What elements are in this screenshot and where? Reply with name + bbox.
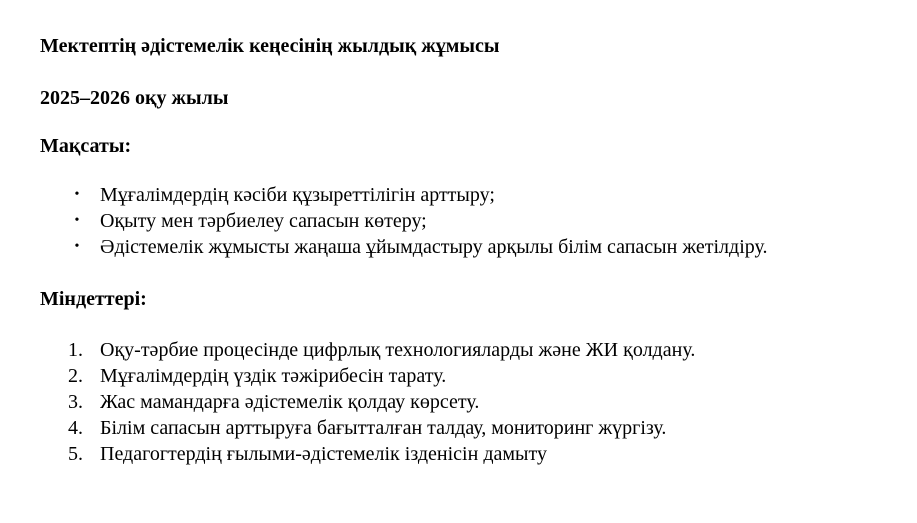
bullet-icon: • [74, 213, 80, 228]
document-title: Мектептің әдістемелік кеңесінің жылдық жұмысы [40, 35, 500, 57]
task-number: 1. [68, 339, 83, 361]
task-text: Оқу-тәрбие процесінде цифрлық технологияларды және ЖИ қолдану. [100, 339, 696, 361]
task-text: Жас мамандарға әдістемелік қолдау көрсету. [100, 391, 480, 413]
goal-text: Оқыту мен тәрбиелеу сапасын көтеру; [100, 210, 427, 232]
goal-text: Әдістемелік жұмысты жаңаша ұйымдастыру арқылы білім сапасын жетілдіру. [100, 236, 768, 258]
goal-text: Мұғалімдердің кәсіби құзыреттілігін арттыру; [100, 184, 495, 206]
goals-heading: Мақсаты: [40, 135, 132, 157]
bullet-icon: • [74, 239, 80, 254]
task-number: 5. [68, 443, 83, 465]
academic-year: 2025–2026 оқу жылы [40, 87, 229, 109]
task-number: 4. [68, 417, 83, 439]
task-text: Педагогтердің ғылыми-әдістемелік ізденісін дамыту [100, 443, 547, 465]
tasks-heading: Міндеттері: [40, 288, 147, 310]
task-text: Білім сапасын арттыруға бағытталған талдау, мониторинг жүргізу. [100, 417, 667, 439]
bullet-icon: • [74, 187, 80, 202]
task-text: Мұғалімдердің үздік тәжірибесін тарату. [100, 365, 447, 387]
task-number: 3. [68, 391, 83, 413]
task-number: 2. [68, 365, 83, 387]
